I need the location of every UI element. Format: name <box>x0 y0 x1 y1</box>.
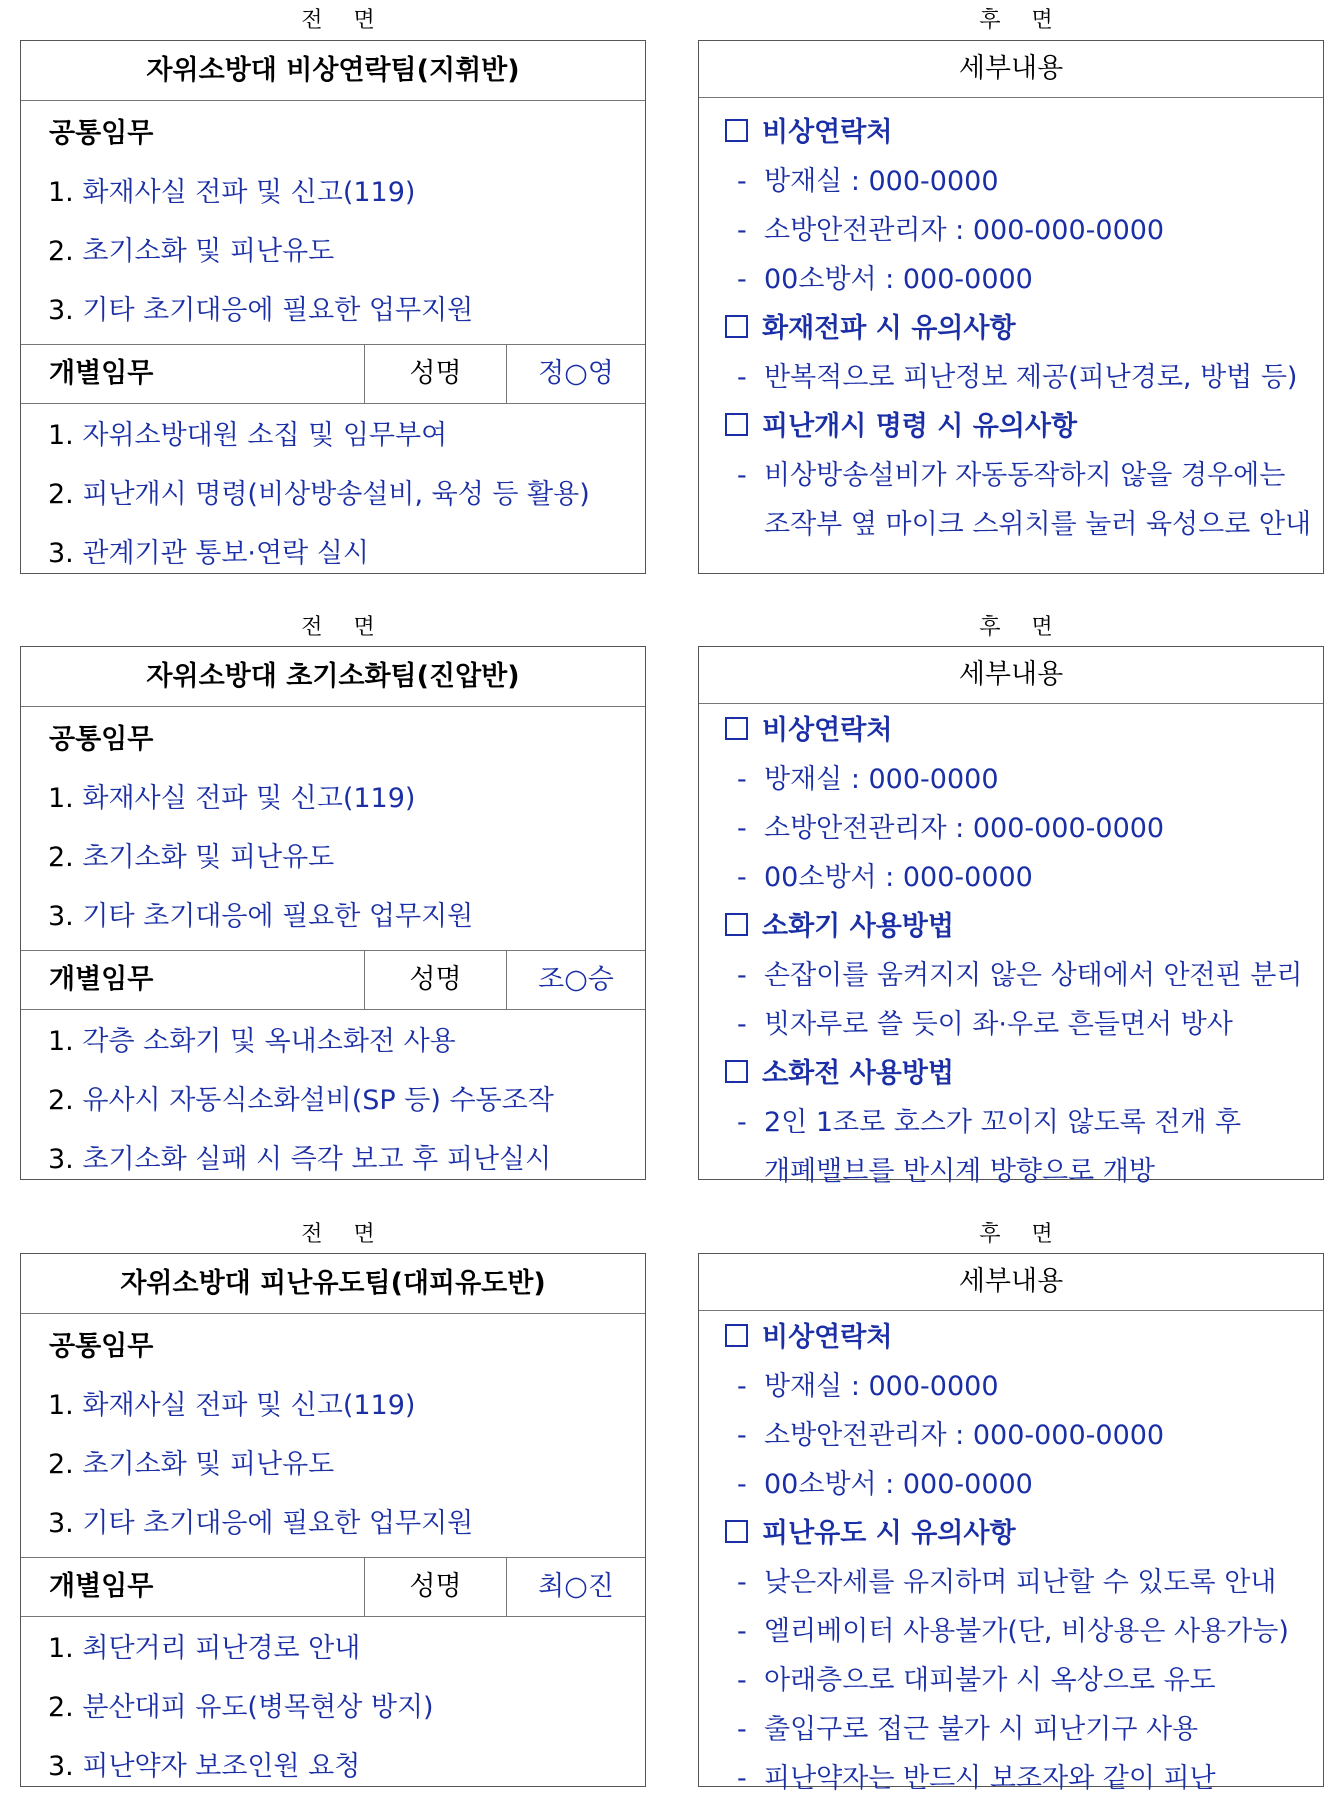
detail-item: - 방재실 : 000-0000 <box>737 1371 999 1402</box>
detail-item: - 반복적으로 피난정보 제공(피난경로, 방법 등) <box>737 362 1298 393</box>
item-number: 2. <box>48 1085 74 1116</box>
duty-text: 화재사실 전파 및 신고(119) <box>82 783 416 814</box>
common-duty-heading: 공통임무 <box>49 118 154 149</box>
item-text: 출입구로 접근 불가 시 피난기구 사용 <box>764 1714 1199 1745</box>
individual-duty-heading: 개별임무 <box>21 345 365 403</box>
item-text: 2인 1조로 호스가 꼬이지 않도록 전개 후 <box>764 1107 1242 1138</box>
detail-item: - 00소방서 : 000-0000 <box>737 264 1033 295</box>
back-label: 후 면 <box>979 615 1065 640</box>
heading-text: 비상연락처 <box>762 715 893 746</box>
common-duty-item <box>21 769 645 828</box>
item-text: 00소방서 : 000-0000 <box>764 1469 1033 1500</box>
item-number: 1. <box>48 1633 74 1664</box>
heading-text: 피난유도 시 유의사항 <box>762 1518 1016 1549</box>
duty-text: 화재사실 전파 및 신고(119) <box>82 1390 416 1421</box>
front-label: 전 면 <box>301 8 387 33</box>
item-text: 빗자루로 쓸 듯이 좌·우로 흔들면서 방사 <box>764 1009 1233 1040</box>
individual-duties <box>21 404 645 583</box>
duty-text: 최단거리 피난경로 안내 <box>82 1633 361 1664</box>
back-label: 후 면 <box>979 8 1065 33</box>
individual-duty-item <box>21 524 645 583</box>
back-card-2 <box>698 646 1324 1187</box>
common-duties <box>21 101 645 345</box>
common-duty-heading: 공통임무 <box>49 724 154 755</box>
common-duty-item <box>21 281 645 340</box>
duty-text: 기타 초기대응에 필요한 업무지원 <box>82 295 474 326</box>
detail-item: - 아래층으로 대피불가 시 옥상으로 유도 <box>737 1665 1216 1696</box>
detail-item: - 빗자루로 쓸 듯이 좌·우로 흔들면서 방사 <box>737 1009 1233 1040</box>
individual-duty-item <box>21 1071 645 1130</box>
individual-duty-item <box>21 465 645 524</box>
item-number: 1. <box>48 177 74 208</box>
back-label: 후 면 <box>979 1222 1065 1247</box>
duty-text: 자위소방대원 소집 및 임무부여 <box>82 420 448 451</box>
detail-section-heading <box>725 1049 1323 1098</box>
item-text: 소방안전관리자 : 000-000-0000 <box>764 1420 1165 1451</box>
duty-text: 피난개시 명령(비상방송설비, 육성 등 활용) <box>82 479 590 510</box>
item-text: 소방안전관리자 : 000-000-0000 <box>764 813 1165 844</box>
common-duty-item <box>21 828 645 887</box>
item-number: 1. <box>48 420 74 451</box>
common-duty-item <box>21 1376 645 1435</box>
detail-item: - 방재실 : 000-0000 <box>737 166 999 197</box>
common-duty-item <box>21 163 645 222</box>
individual-duty-heading: 개별임무 <box>21 951 365 1009</box>
front-label: 전 면 <box>301 615 387 640</box>
front-card-1 <box>20 40 646 574</box>
detail-item: - 00소방서 : 000-0000 <box>737 1469 1033 1500</box>
checkbox-square-icon <box>725 1060 748 1083</box>
item-text: 아래층으로 대피불가 시 옥상으로 유도 <box>764 1665 1216 1696</box>
item-text: 피난약자는 반드시 보조자와 같이 피난 <box>764 1763 1216 1794</box>
back-card-title: 세부내용 <box>699 647 1323 704</box>
detail-section-heading <box>725 1313 1323 1362</box>
detail-item: - 소방안전관리자 : 000-000-0000 <box>737 813 1165 844</box>
checkbox-square-icon <box>725 1324 748 1347</box>
heading-text: 화재전파 시 유의사항 <box>762 313 1016 344</box>
common-duty-item <box>21 222 645 281</box>
detail-body <box>699 98 1323 549</box>
checkbox-square-icon <box>725 315 748 338</box>
duty-text: 유사시 자동식소화설비(SP 등) 수동조작 <box>82 1085 554 1116</box>
item-text: 00소방서 : 000-0000 <box>764 264 1033 295</box>
heading-text: 비상연락처 <box>762 1322 893 1353</box>
front-card-title: 자위소방대 비상연락팀(지휘반) <box>21 41 645 101</box>
name-label: 성명 <box>365 1558 507 1616</box>
checkbox-square-icon <box>725 1520 748 1543</box>
detail-item: - 00소방서 : 000-0000 <box>737 862 1033 893</box>
checkbox-square-icon <box>725 913 748 936</box>
duty-text: 초기소화 및 피난유도 <box>82 236 335 267</box>
individual-duty-header-row <box>21 951 645 1010</box>
detail-item: - 낮은자세를 유지하며 피난할 수 있도록 안내 <box>737 1567 1277 1598</box>
detail-item: - 출입구로 접근 불가 시 피난기구 사용 <box>737 1714 1199 1745</box>
front-card-2 <box>20 646 646 1180</box>
detail-item: - 손잡이를 움켜지지 않은 상태에서 안전핀 분리 <box>737 960 1303 991</box>
common-duty-item <box>21 1435 645 1494</box>
duty-text: 초기소화 및 피난유도 <box>82 842 335 873</box>
detail-section-heading <box>725 108 1323 157</box>
duty-text: 각층 소화기 및 옥내소화전 사용 <box>82 1026 456 1057</box>
front-label: 전 면 <box>301 1222 387 1247</box>
heading-text: 소화기 사용방법 <box>762 911 954 942</box>
detail-item-continuation: 조작부 옆 마이크 스위치를 눌러 육성으로 안내 <box>764 509 1312 540</box>
item-text: 낮은자세를 유지하며 피난할 수 있도록 안내 <box>764 1567 1277 1598</box>
back-card-title: 세부내용 <box>699 41 1323 98</box>
detail-section-heading <box>725 902 1323 951</box>
item-text: 방재실 : 000-0000 <box>764 764 999 795</box>
item-text: 00소방서 : 000-0000 <box>764 862 1033 893</box>
item-number: 1. <box>48 783 74 814</box>
front-card-title: 자위소방대 초기소화팀(진압반) <box>21 647 645 707</box>
individual-duty-item <box>21 1678 645 1737</box>
individual-duty-item <box>21 1130 645 1189</box>
duty-text: 피난약자 보조인원 요청 <box>82 1751 361 1782</box>
item-number: 2. <box>48 1692 74 1723</box>
item-text: 소방안전관리자 : 000-000-0000 <box>764 215 1165 246</box>
common-duties <box>21 707 645 951</box>
common-duties <box>21 1314 645 1558</box>
front-card-3 <box>20 1253 646 1787</box>
item-text: 손잡이를 움켜지지 않은 상태에서 안전핀 분리 <box>764 960 1303 991</box>
detail-body <box>699 704 1323 1196</box>
member-name: 최○진 <box>538 1571 614 1602</box>
heading-text: 피난개시 명령 시 유의사항 <box>762 411 1078 442</box>
duty-text: 분산대피 유도(병목현상 방지) <box>82 1692 434 1723</box>
item-number: 1. <box>48 1026 74 1057</box>
item-number: 1. <box>48 1390 74 1421</box>
member-name: 정○영 <box>538 358 614 389</box>
item-number: 3. <box>48 538 74 569</box>
name-label: 성명 <box>365 345 507 403</box>
duty-text: 기타 초기대응에 필요한 업무지원 <box>82 1508 474 1539</box>
item-number: 3. <box>48 1751 74 1782</box>
checkbox-square-icon <box>725 717 748 740</box>
checkbox-square-icon <box>725 413 748 436</box>
detail-section-heading <box>725 1509 1323 1558</box>
item-number: 3. <box>48 1508 74 1539</box>
duty-text: 초기소화 실패 시 즉각 보고 후 피난실시 <box>82 1144 552 1175</box>
detail-section-heading <box>725 304 1323 353</box>
item-text: 비상방송설비가 자동동작하지 않을 경우에는 <box>764 460 1286 491</box>
item-number: 2. <box>48 236 74 267</box>
individual-duty-item <box>21 1012 645 1071</box>
item-number: 2. <box>48 1449 74 1480</box>
detail-item: - 방재실 : 000-0000 <box>737 764 999 795</box>
common-duty-heading: 공통임무 <box>49 1331 154 1362</box>
heading-text: 소화전 사용방법 <box>762 1058 954 1089</box>
detail-item-continuation: 개폐밸브를 반시계 방향으로 개방 <box>764 1156 1155 1187</box>
item-number: 2. <box>48 842 74 873</box>
item-text: 엘리베이터 사용불가(단, 비상용은 사용가능) <box>764 1616 1289 1647</box>
member-name: 조○승 <box>538 964 614 995</box>
item-text: 방재실 : 000-0000 <box>764 1371 999 1402</box>
individual-duty-item <box>21 1619 645 1678</box>
common-duty-item <box>21 1494 645 1553</box>
duty-text: 초기소화 및 피난유도 <box>82 1449 335 1480</box>
item-number: 3. <box>48 1144 74 1175</box>
individual-duty-header-row <box>21 345 645 404</box>
item-number: 3. <box>48 901 74 932</box>
detail-item: - 엘리베이터 사용불가(단, 비상용은 사용가능) <box>737 1616 1289 1647</box>
individual-duty-heading: 개별임무 <box>21 1558 365 1616</box>
detail-item: - 2인 1조로 호스가 꼬이지 않도록 전개 후 <box>737 1107 1242 1138</box>
checkbox-square-icon <box>725 119 748 142</box>
back-card-1 <box>698 40 1324 574</box>
individual-duty-header-row <box>21 1558 645 1617</box>
detail-item: - 비상방송설비가 자동동작하지 않을 경우에는 <box>737 460 1286 491</box>
front-card-title: 자위소방대 피난유도팀(대피유도반) <box>21 1254 645 1314</box>
item-text: 반복적으로 피난정보 제공(피난경로, 방법 등) <box>764 362 1298 393</box>
common-duty-item <box>21 887 645 946</box>
detail-item: - 소방안전관리자 : 000-000-0000 <box>737 215 1165 246</box>
duty-text: 관계기관 통보·연락 실시 <box>82 538 369 569</box>
item-text: 방재실 : 000-0000 <box>764 166 999 197</box>
individual-duty-item <box>21 1737 645 1796</box>
detail-section-heading <box>725 402 1323 451</box>
heading-text: 비상연락처 <box>762 117 893 148</box>
item-number: 3. <box>48 295 74 326</box>
individual-duties <box>21 1010 645 1189</box>
individual-duty-item <box>21 406 645 465</box>
detail-body <box>699 1311 1323 1803</box>
individual-duties <box>21 1617 645 1796</box>
duty-text: 기타 초기대응에 필요한 업무지원 <box>82 901 474 932</box>
detail-item: - 피난약자는 반드시 보조자와 같이 피난 <box>737 1763 1216 1794</box>
duty-text: 화재사실 전파 및 신고(119) <box>82 177 416 208</box>
item-number: 2. <box>48 479 74 510</box>
name-label: 성명 <box>365 951 507 1009</box>
detail-item: - 소방안전관리자 : 000-000-0000 <box>737 1420 1165 1451</box>
back-card-title: 세부내용 <box>699 1254 1323 1311</box>
detail-section-heading <box>725 706 1323 755</box>
back-card-3 <box>698 1253 1324 1794</box>
